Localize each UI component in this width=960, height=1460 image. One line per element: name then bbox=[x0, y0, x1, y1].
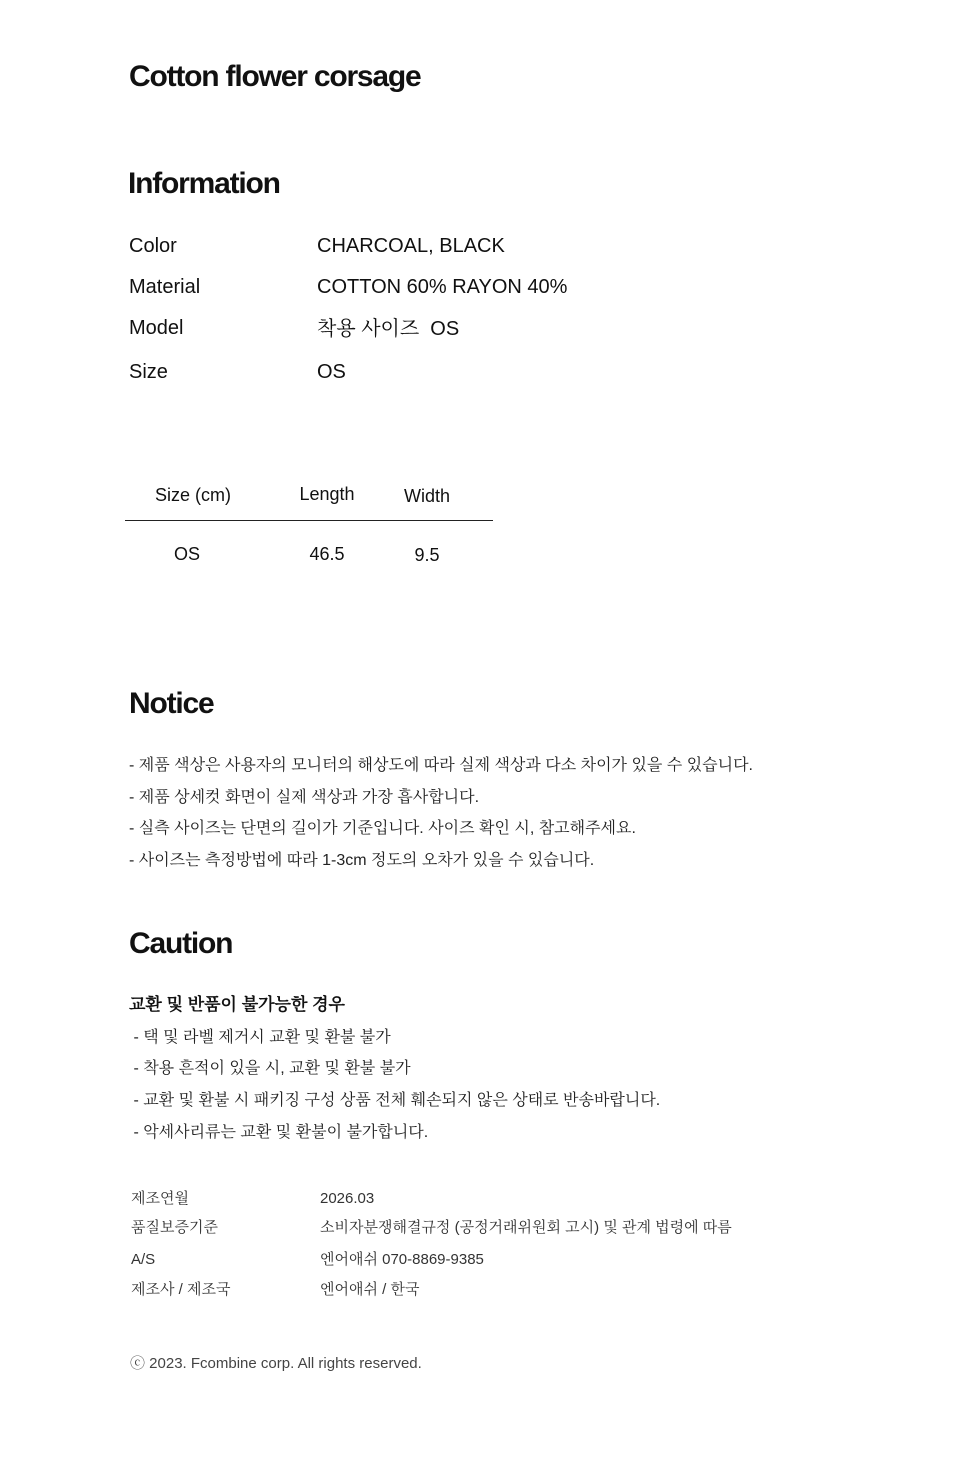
size-table-header-width: Width bbox=[403, 486, 451, 506]
info-value-material: COTTON 60% RAYON 40% bbox=[317, 276, 568, 298]
meta-value-as: 엔어애쉬 070-8869-9385 bbox=[320, 1251, 484, 1268]
size-table-row bbox=[125, 521, 493, 565]
meta-value-quality-standard: 소비자분쟁해결규정 (공정거래위원회 고시) 및 관계 법령에 따름 bbox=[320, 1219, 732, 1236]
notice-line: - 사이즈는 측정방법에 따라 1-3cm 정도의 오차가 있을 수 있습니다. bbox=[129, 852, 595, 869]
meta-label-manufacturer: 제조사 / 제조국 bbox=[131, 1281, 231, 1298]
caution-line: - 착용 흔적이 있을 시, 교환 및 환불 불가 bbox=[129, 1060, 411, 1077]
size-table-header bbox=[125, 476, 493, 521]
caution-heading: Caution bbox=[129, 927, 233, 960]
size-table-header-size: Size (cm) bbox=[155, 485, 231, 505]
product-title: Cotton flower corsage bbox=[129, 60, 421, 93]
info-value-model: 착용 사이즈 OS bbox=[317, 318, 460, 340]
info-label-material: Material bbox=[129, 276, 201, 298]
caution-line: - 악세사리류는 교환 및 환불이 불가합니다. bbox=[129, 1124, 429, 1141]
notice-line: - 제품 상세컷 화면이 실제 색상과 가장 흡사합니다. bbox=[129, 789, 480, 806]
meta-label-as: A/S bbox=[131, 1251, 156, 1268]
meta-value-manufacture-date: 2026.03 bbox=[320, 1190, 375, 1207]
notice-line: - 제품 색상은 사용자의 모니터의 해상도에 따라 실제 색상과 다소 차이가 있을 수 있습니다. bbox=[129, 757, 753, 774]
caution-line: - 교환 및 환불 시 패키징 구성 상품 전체 훼손되지 않은 상태로 반송바랍니다. bbox=[129, 1092, 661, 1109]
size-table-header-length: Length bbox=[299, 484, 355, 504]
info-value-size: OS bbox=[317, 361, 346, 383]
size-table bbox=[125, 476, 493, 565]
information-heading: Information bbox=[128, 167, 280, 200]
notice-line: - 실측 사이즈는 단면의 길이가 기준입니다. 사이즈 확인 시, 참고해주세요. bbox=[129, 820, 636, 837]
caution-line: - 택 및 라벨 제거시 교환 및 환불 불가 bbox=[129, 1029, 391, 1046]
notice-heading: Notice bbox=[129, 687, 214, 720]
size-table-cell-width: 9.5 bbox=[414, 545, 440, 565]
info-label-color: Color bbox=[129, 235, 177, 257]
copyright-text: ⓒ 2023. Fcombine corp. All rights reserved. bbox=[130, 1355, 422, 1372]
size-table-cell-length: 46.5 bbox=[309, 544, 345, 564]
size-table-cell-size: OS bbox=[173, 544, 201, 564]
info-label-model: Model bbox=[129, 317, 184, 339]
meta-label-quality-standard: 품질보증기준 bbox=[131, 1219, 218, 1236]
info-label-size: Size bbox=[129, 361, 168, 383]
meta-value-manufacturer: 엔어애쉬 / 한국 bbox=[320, 1281, 420, 1298]
caution-subheading: 교환 및 반품이 불가능한 경우 bbox=[129, 995, 345, 1014]
meta-label-manufacture-date: 제조연월 bbox=[131, 1190, 189, 1207]
info-value-color: CHARCOAL, BLACK bbox=[317, 235, 505, 257]
